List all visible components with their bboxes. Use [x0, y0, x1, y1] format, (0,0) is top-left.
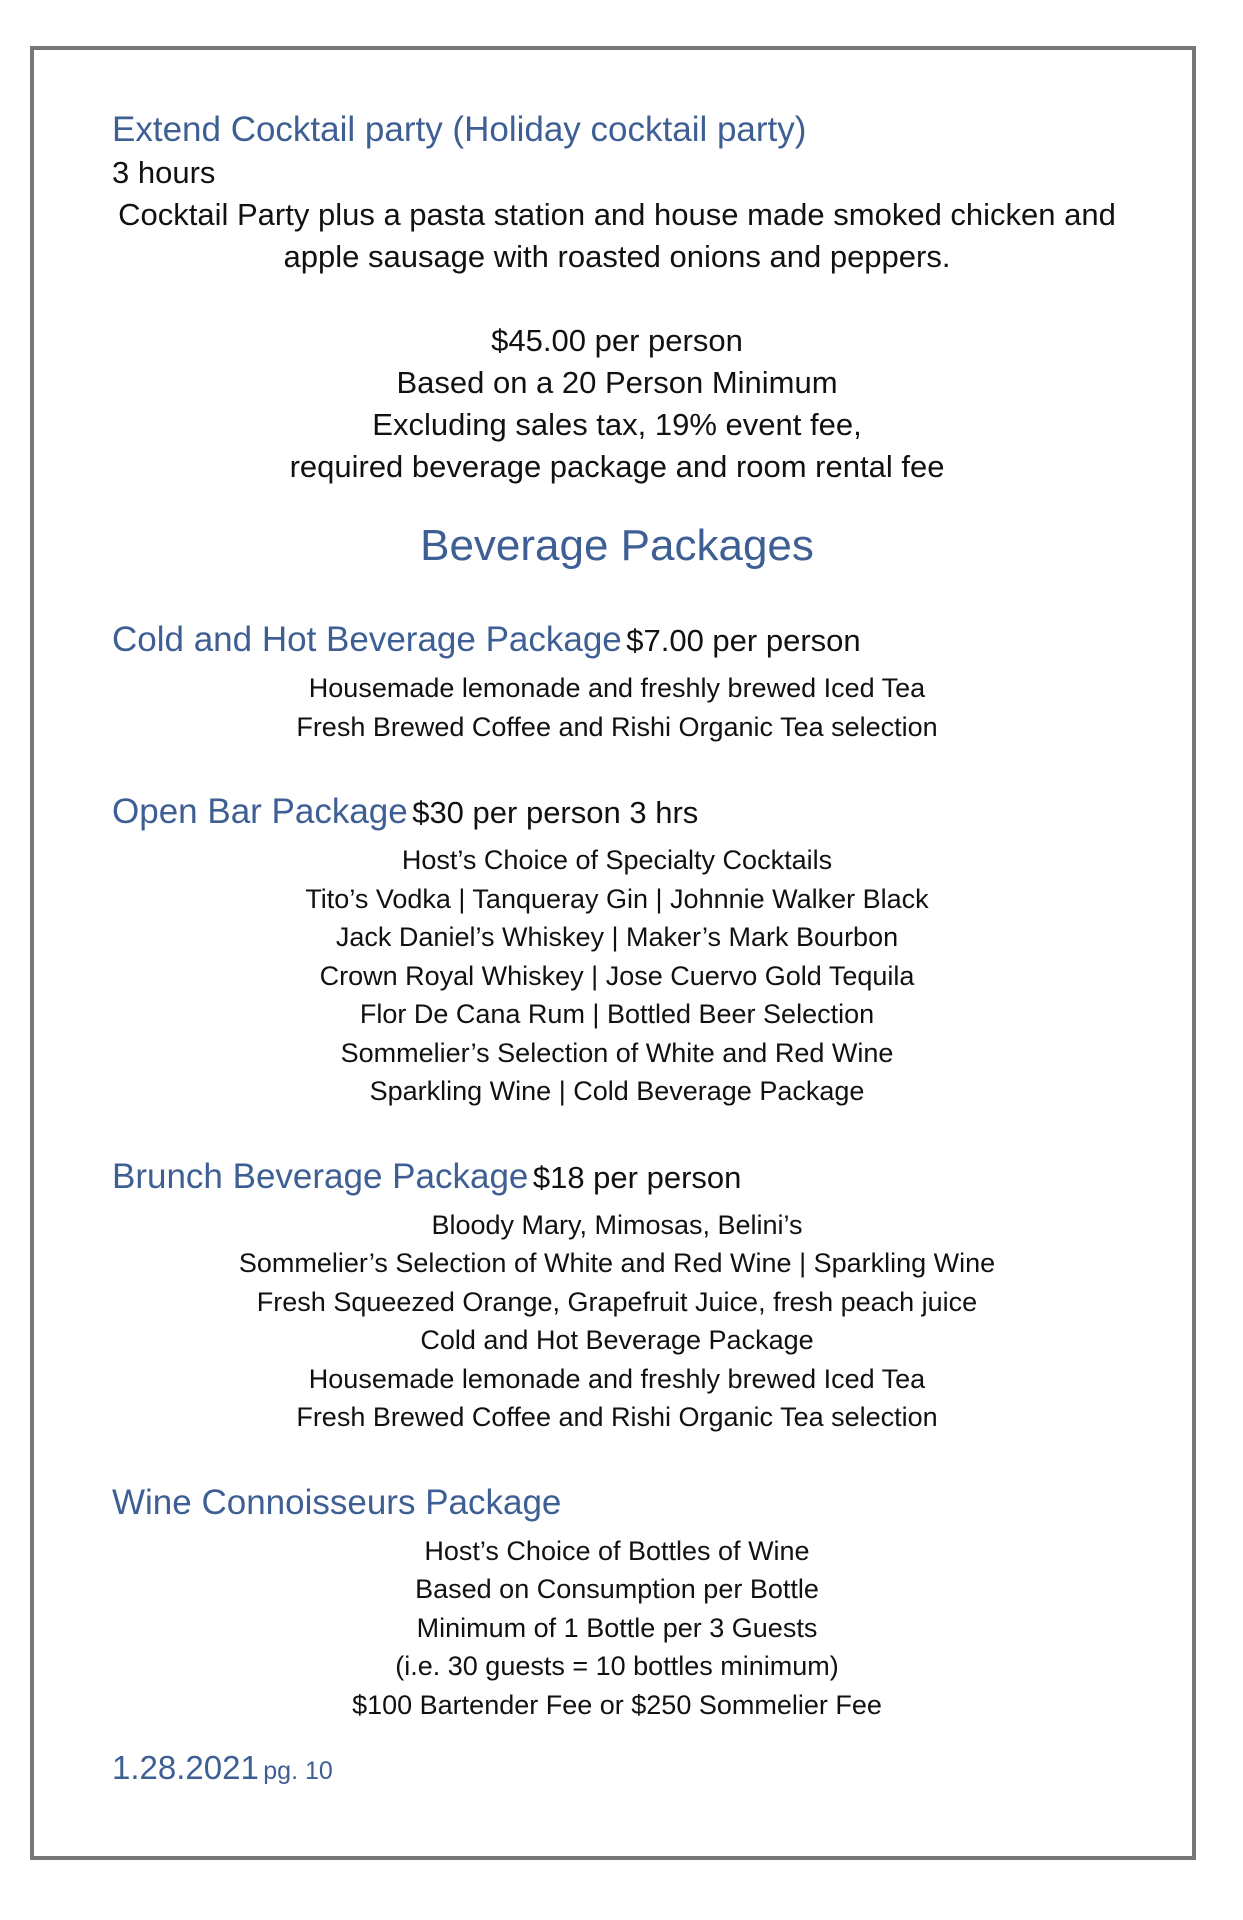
extend-required: required beverage package and room rental fee: [289, 449, 945, 484]
package-item: Based on Consumption per Bottle: [415, 1574, 819, 1604]
extend-minimum: Based on a 20 Person Minimum: [396, 365, 838, 400]
package-item: Cold and Hot Beverage Package: [420, 1325, 814, 1355]
extend-title: Extend Cocktail party (Holiday cocktail party): [112, 110, 807, 149]
package-brunch: [112, 1155, 1122, 1437]
footer: [112, 1744, 1122, 1799]
package-cold-hot: [112, 618, 1122, 746]
package-open-bar: [112, 790, 1122, 1111]
footer-date: 1.28.2021: [112, 1749, 259, 1786]
package-price: $7.00 per person: [626, 623, 861, 658]
package-item: Bloody Mary, Mimosas, Belini’s: [431, 1209, 803, 1240]
package-item: Fresh Brewed Coffee and Rishi Organic Tea selection: [296, 711, 938, 742]
package-price: $18 per person: [532, 1159, 742, 1195]
package-item: Fresh Squeezed Orange, Grapefruit Juice, fresh peach juice: [256, 1286, 978, 1317]
package-name: Wine Connoisseurs Package: [112, 1482, 562, 1522]
extend-duration: 3 hours: [112, 155, 216, 190]
package-item: Housemade lemonade and freshly brewed Iced Tea: [308, 673, 926, 703]
package-item: Fresh Brewed Coffee and Rishi Organic Tea selection: [296, 1402, 938, 1432]
extend-excluding: Excluding sales tax, 19% event fee,: [372, 407, 862, 442]
package-name: Cold and Hot Beverage Package: [112, 620, 622, 659]
package-item: Sommelier’s Selection of White and Red Wine | Sparkling Wine: [238, 1248, 996, 1278]
package-wine: [112, 1481, 1122, 1725]
page-content: [112, 108, 1122, 1799]
package-item: Flor De Cana Rum | Bottled Beer Selection: [359, 999, 875, 1029]
package-name: Open Bar Package: [112, 792, 408, 831]
footer-page-number: pg. 10: [263, 1757, 333, 1785]
beverage-packages-title: Beverage Packages: [420, 521, 814, 570]
package-price: $30 per person 3 hrs: [412, 795, 699, 830]
package-item: Crown Royal Whiskey | Jose Cuervo Gold Tequila: [319, 960, 915, 991]
package-item: Sparkling Wine | Cold Beverage Package: [369, 1076, 865, 1106]
package-name: Brunch Beverage Package: [112, 1156, 529, 1196]
extend-section: [112, 108, 1122, 488]
package-item: Host’s Choice of Specialty Cocktails: [401, 845, 833, 875]
package-item: Housemade lemonade and freshly brewed Iced Tea: [308, 1363, 926, 1394]
extend-desc-line: apple sausage with roasted onions and peppers.: [283, 239, 951, 274]
package-item: Sommelier’s Selection of White and Red Wine: [340, 1037, 894, 1068]
extend-price: $45.00 per person: [491, 323, 743, 358]
package-item: $100 Bartender Fee or $250 Sommelier Fee: [352, 1689, 882, 1720]
extend-desc-line: Cocktail Party plus a pasta station and house made smoked chicken and: [118, 197, 1116, 232]
package-item: (i.e. 30 guests = 10 bottles minimum): [395, 1651, 839, 1681]
package-item: Tito’s Vodka | Tanqueray Gin | Johnnie Walker Black: [305, 883, 929, 914]
package-item: Jack Daniel’s Whiskey | Maker’s Mark Bourbon: [335, 922, 899, 952]
package-item: Minimum of 1 Bottle per 3 Guests: [416, 1612, 818, 1643]
package-item: Host’s Choice of Bottles of Wine: [424, 1535, 810, 1566]
